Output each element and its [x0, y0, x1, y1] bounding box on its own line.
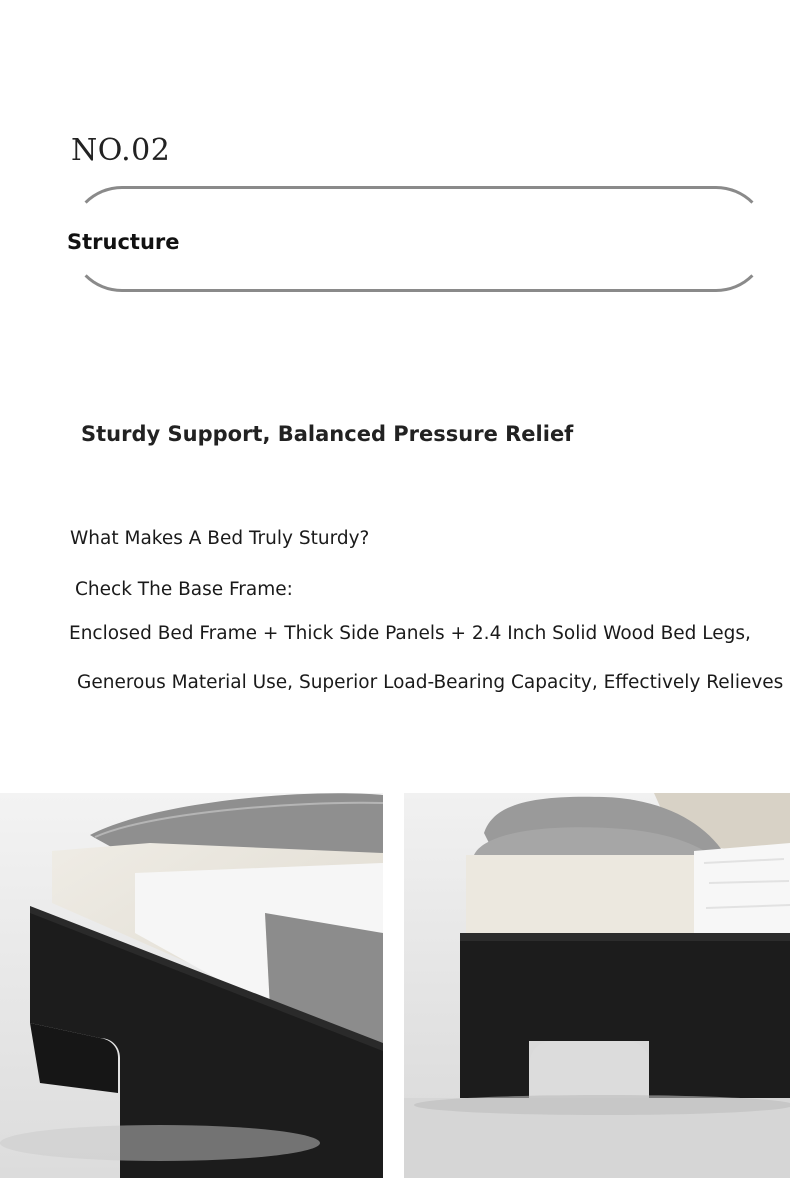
body-line-2: Generous Material Use, Superior Load-Bearing Capacity, Effectively Relieves [77, 672, 784, 693]
body-line-1: Enclosed Bed Frame + Thick Side Panels + 2.4 Inch Solid Wood Bed Legs, [69, 623, 751, 644]
body-question: What Makes A Bed Truly Sturdy? [70, 528, 370, 549]
bed-corner-photo-left [0, 793, 383, 1178]
section-title: Structure [67, 230, 180, 254]
feature-headline: Sturdy Support, Balanced Pressure Relief [81, 422, 574, 446]
section-number: NO.02 [71, 133, 171, 168]
body-subhead: Check The Base Frame: [75, 579, 293, 600]
bed-corner-photo-right [404, 793, 790, 1178]
